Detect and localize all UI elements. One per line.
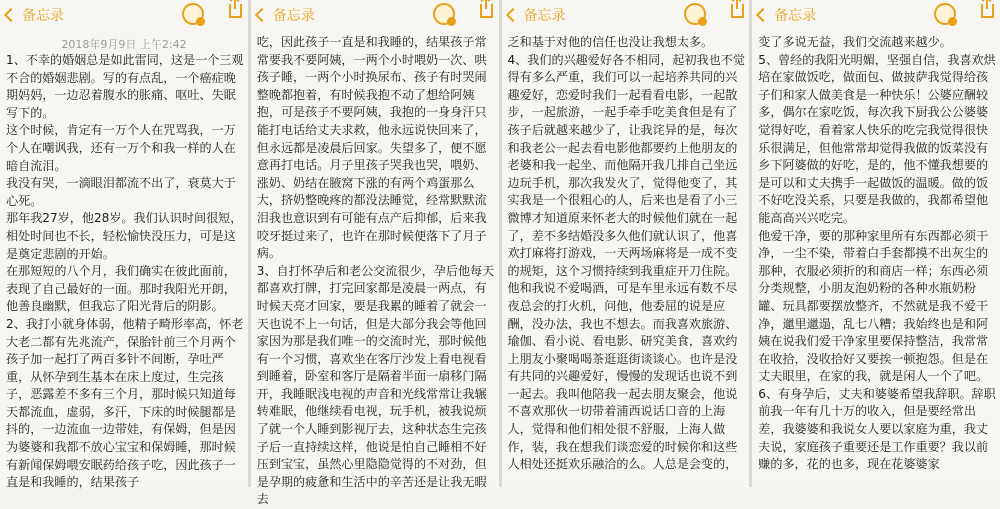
back-label: 备忘录 bbox=[272, 8, 315, 24]
note-timestamp: 2018年9月9日 上午2:42 bbox=[61, 38, 187, 51]
note-body[interactable]: 变了多说无益，我们交流越来越少。 5、曾经的我阳光明媚，坚强自信，我喜欢烘培在家做饭吃，做面包、做披萨我觉得给孩子们和家人做美食是一种快乐！公婆应酬较多，偶尔在家吃饭，每次我下厨我公公婆婆觉得好吃，看着家人快乐的吃完我觉得很快乐很满足，但他常常却觉得我做的饭菜没有乡下阿婆做的好吃，是的，他不懂我想要的是可以和丈夫携手一起做饭的温暖。做的饭不好吃没关系，只要是我做的，我都希望他能高高兴兴吃完。 他爱干净，要的那种家里所有东西都必须干净，一尘不染，带着白手套都摸不出灰尘的那种，衣服必须折的和商店一样；东西必须分类规整，小朋友泡奶粉的各种水瓶奶粉罐、玩具都要摆放整齐，不然就是我不爱干净，邋里邋遢，乱七八糟；我始终也是和阿姨在说我们爱干净家里要保持整洁，我常常在收拾，没收拾好又要挨一顿抱怨。但是在丈夫眼里，在家的我，就是闲人一个了吧。 6、有身孕后，丈夫和婆婆希望我辞职。辞职前我一年有几十万的收入，但是要经常出差，我婆婆和我说女人要以家庭为重，我丈夫说，家庭孩子重要还是工作重要？我以前赚的多，花的也多，现在花婆婆家 bbox=[758, 35, 996, 472]
add-person-icon[interactable] bbox=[182, 3, 204, 25]
back-button[interactable] bbox=[6, 5, 64, 25]
note-panel-4 bbox=[752, 0, 1000, 487]
note-body[interactable]: 吃，因此孩子一直是和我睡的，结果孩子常常要我不要阿姨，一两个小时喂奶一次、哄孩子睡，一两个小时换尿布、孩子有时哭闹整晚都抱着，有时候我抱不动了想给阿姨抱，可是孩子不要阿姨，我抱的一身身汗只能打电话给丈夫求救，他永远说快回来了，但永远都是凌晨后回家。失望多了，便不愿意再打电话。月子里孩子哭我也哭，喂奶、涨奶、奶结在腋窝下涨的有两个鸡蛋那么大，挤奶整晚疼的都没法睡觉，经常默默流泪我也意识到有可能有点产后抑郁，后来我咬牙挺过来了，也许在那时候便落下了月子病。 3、自打怀孕后和老公交流很少，孕后他每天都喜欢打牌，打完回家都是凌晨一两点，有时候天亮才回家，要是我累的睡着了就会一天也说不上一句话，但是大部分我会等他回家因为那是我们唯一的交流时光，那时候他有一个习惯，喜欢坐在客厅沙发上看电视看到睡着，卧室和客厅是隔着半面一扇移门隔开，我睡眠浅电视的声音和光线常常让我辗转难眠，他继续看电视，玩手机，被我说烦了就一个人睡到影视厅去，这种状态生完孩子后一直持续这样，他说是怕自己睡相不好压到宝宝，虽然心里隐隐觉得的不对劲，但是孕期的疲惫和生活中的辛苦还是让我无暇去 bbox=[256, 35, 495, 507]
add-person-icon[interactable] bbox=[433, 3, 455, 25]
share-icon[interactable] bbox=[229, 4, 242, 18]
back-label: 备忘录 bbox=[22, 8, 64, 24]
share-icon[interactable] bbox=[480, 4, 493, 18]
chevron-left-icon bbox=[756, 8, 770, 22]
nav-bar bbox=[251, 0, 499, 30]
note-panel-2 bbox=[251, 0, 499, 507]
back-button[interactable] bbox=[758, 5, 816, 25]
back-button[interactable] bbox=[257, 5, 315, 25]
share-icon[interactable] bbox=[731, 4, 744, 18]
note-body[interactable]: 1、不幸的婚姻总是如此雷同，这是一个三观不合的婚姻悲剧。写的有点乱，一个癌症晚期妈妈，一边忍着腹水的胀痛、呕吐、失眠写下的。 这个时候，肯定有一万个人在咒骂我，一万个人在嘲讽我，还有一万个和我一样的人在暗自流泪。 我没有哭，一滴眼泪都流不出了，衰莫大于心死。 那年我27岁，他28岁。我们认识时间很短，相处时间也不长，轻松愉快没压力，可是这是奠定悲剧的开始。 在那短短的八个月，我们确实在彼此面前，表现了自己最好的一面。那时我阳光开朗，他善良幽默，但我忘了阳光背后的阴影。 2、我打小就身体弱，他精子畸形率高，怀老大老二都有先兆流产，保胎针前三个月两个孩子加一起打了两百多针不间断，孕吐严重，从怀孕到生基本在床上度过，生完孩子，恶露差不多有三个月，那时候只知道每天都流血，虚弱，多汗，下床的时候腿都是抖的，一边流血一边带娃，有保姆，但是因为婆婆和我都不放心宝宝和保姆睡，那时候有新闻保姆喂安眠药给孩子吃，因此孩子一直是和我睡的，结果孩子 bbox=[6, 53, 244, 490]
back-label: 备忘录 bbox=[523, 8, 566, 24]
nav-bar bbox=[502, 0, 750, 30]
back-button[interactable] bbox=[508, 5, 566, 25]
chevron-left-icon bbox=[255, 8, 269, 22]
add-person-icon[interactable] bbox=[684, 3, 706, 25]
add-person-icon[interactable] bbox=[934, 3, 956, 25]
note-panel-1 bbox=[0, 0, 248, 490]
share-icon[interactable] bbox=[981, 4, 994, 18]
chevron-left-icon bbox=[4, 8, 18, 22]
nav-bar bbox=[752, 0, 1000, 30]
nav-bar bbox=[0, 0, 248, 30]
note-body[interactable]: 乏和基于对他的信任也没让我想太多。 4、我们的兴趣爱好各不相同，起初我也不觉得有多么严重，我们可以一起培养共同的兴趣爱好，恋爱时我们一起看看电影，一起散步，一起旅游，一起手牵手吃美食但是有了孩子后就越来越少了，让我诧异的是，每次和我老公一起去看电影他都要约上他朋友的老婆和我一起坐、而他隔开我几排自己坐远边玩手机，那次我发火了，觉得他变了，其实我是一个很粗心的人，后来也是看了小三微博才知道原来怀老大的时候他们就在一起了，差不多结婚没多久他们就认识了，他喜欢打麻将打游戏，一天两场麻将是一成不变的规矩，这个习惯持续到我重症开刀住院。他和我说不爱喝酒，可是车里永远有数不尽夜总会的打火机，问他，他委屈的说是应酬，没办法，我也不想去。而我喜欢旅游、瑜伽、看小说、看电影、研究美食，喜欢约上朋友小聚喝喝茶逛逛街谈谈心。也许是没有共同的兴趣爱好，慢慢的发现话也说不到一起去。我叫他陪我一起去朋友聚会，他说不喜欢那伙一切带着浦西说话口音的上海人，觉得和他们相处很不舒服，上海人做作，装，我在想我们谈恋爱的时候你和这些人相处还挺欢乐融洽的么。人总是会变的， bbox=[507, 35, 745, 472]
chevron-left-icon bbox=[505, 8, 519, 22]
note-panel-3 bbox=[502, 0, 750, 487]
back-label: 备忘录 bbox=[774, 8, 817, 24]
